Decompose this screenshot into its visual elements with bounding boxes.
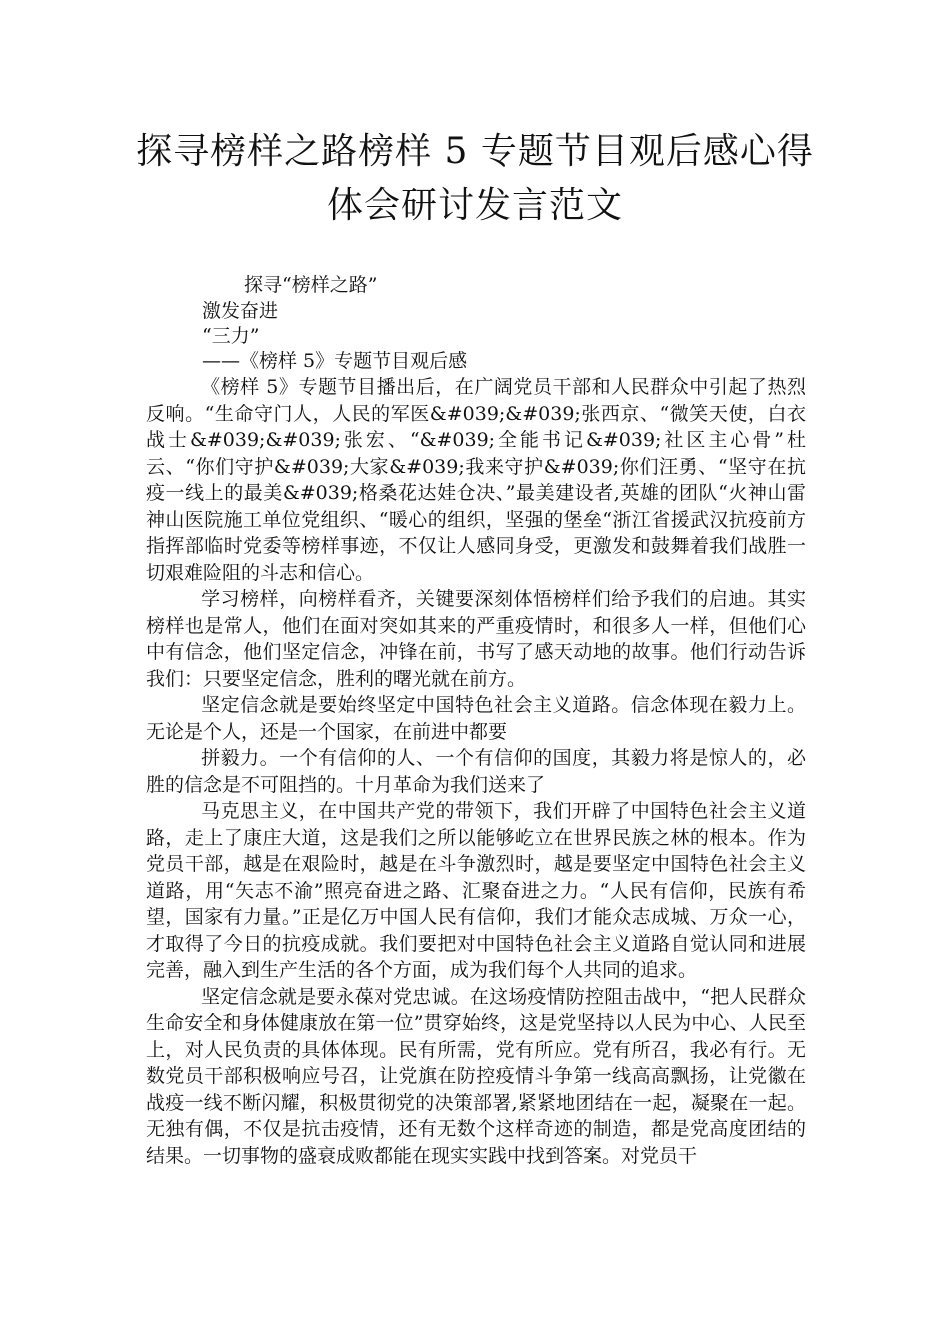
heading-line-3: “三力” — [202, 325, 260, 347]
paragraph: 马克思主义，在中国共产党的带领下，我们开辟了中国特色社会主义道路，走上了康庄大道，这是我们之所以能够屹立在世界民族之林的根本。作为党员干部，越是在艰险时，越是在斗争激烈时，越是要坚定中国特色社会主义道路，用“矢志不渝”照亮奋进之路、汇聚奋进之力。“人民有信仰，民族有希望，国家有力量。”正是亿万中国人民有信仰，我们才能众志成城、万众一心，才取得了今日的抗疫成就。我们要把对中国特色社会主义道路自觉认同和进展完善，融入到生产生活的各个方面，成为我们每个人共同的追求。 — [146, 800, 806, 981]
document-title-line-2: 体会研讨发言范文 — [326, 185, 623, 226]
paragraph: 学习榜样，向榜样看齐，关键要深刻体悟榜样们给予我们的启迪。其实榜样也是常人，他们在面对突如其来的严重疫情时，和很多人一样，但他们心中有信念，他们坚定信念，冲锋在前，书写了感天动地的故事。他们行动告诉我们：只要坚定信念，胜利的曙光就在前方。 — [146, 588, 806, 690]
paragraph: 拼毅力。一个有信仰的人、一个有信仰的国度，其毅力将是惊人的，必胜的信念是不可阻挡的。十月革命为我们送来了 — [146, 747, 806, 796]
paragraph: 《榜样 5》专题节目播出后，在广阔党员干部和人民群众中引起了热烈反响。“生命守门人，人民的军医&#039;&#039;张西京、“微笑天使，白衣战士&#039;&#039;张宏、“&#039;全能书记&#039;社区主心骨”杜云、“你们守护&#039;大家&#039;我来守护&#039;你们汪勇、“坚守在抗疫一线上的最美&#039;格桑花达娃仓决、”最美建设者,英雄的团队“火神山雷神山医院施工单位党组织、“暖心的组织，坚强的堡垒“浙江省援武汉抗疫前方指挥部临时党委等榜样事迹，不仅让人感同身受，更激发和鼓舞着我们战胜一切艰难险阻的斗志和信心。 — [146, 376, 806, 584]
document-title-line-1: 探寻榜样之路榜样 5 专题节目观后感心得 — [136, 131, 814, 172]
heading-line-1: 探寻“榜样之路” — [244, 274, 378, 296]
heading-line-2: 激发奋进 — [202, 300, 279, 322]
paragraph: 坚定信念就是要始终坚定中国特色社会主义道路。信念体现在毅力上。无论是个人，还是一个国家，在前进中都要 — [146, 694, 806, 743]
heading-line-4: ——《榜样 5》专题节目观后感 — [202, 350, 468, 372]
paragraph: 坚定信念就是要永葆对党忠诚。在这场疫情防控阻击战中，“把人民群众生命安全和身体健康放在第一位”贯穿始终，这是党坚持以人民为中心、人民至上，对人民负责的具体体现。民有所需，党有所应。党有所召，我必有行。无数党员干部积极响应号召，让党旗在防控疫情斗争第一线高高飘扬，让党徽在战疫一线不断闪耀，积极贯彻党的决策部署,紧紧地团结在一起，凝聚在一起。无独有偶，不仅是抗击疫情，还有无数个这样奇迹的制造，都是党高度团结的结果。一切事物的盛衰成败都能在现实实践中找到答案。对党员干 — [146, 985, 806, 1167]
document-body — [146, 374, 806, 1169]
